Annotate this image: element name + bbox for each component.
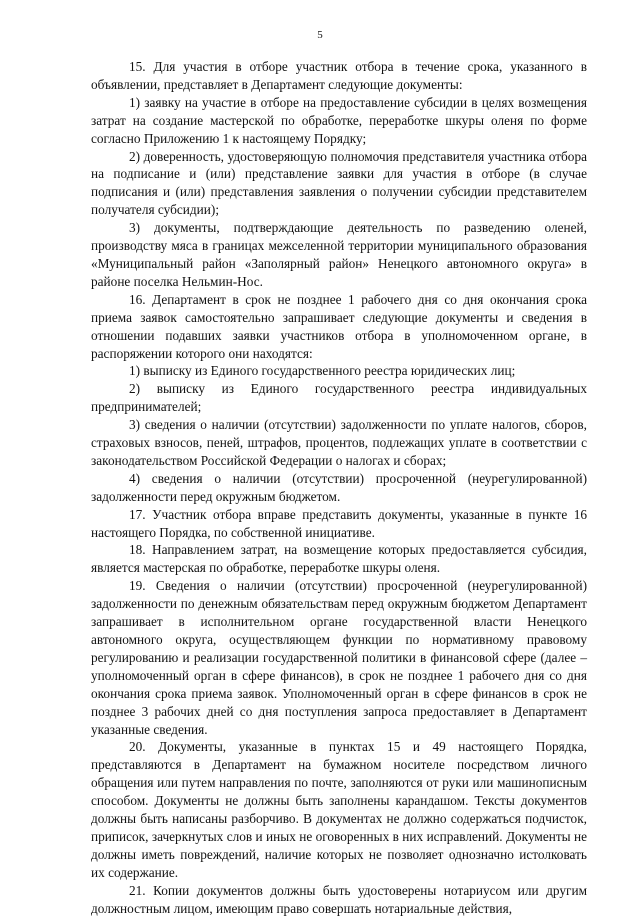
- paragraph-16-item-3: 3) сведения о наличии (отсутствии) задолженности по уплате налогов, сборов, страховых взносов, пеней, штрафов, процентов, подлежащих уплате в соответствии с законодательством Российской Федерации о налогах и сборах;: [91, 417, 587, 468]
- paragraph-16-item-1: 1) выписку из Единого государственного реестра юридических лиц;: [129, 363, 516, 379]
- paragraph-15-item-1: 1) заявку на участие в отборе на предоставление субсидии в целях возмещения затрат на создание мастерской по обработке, переработке шкуры оленя по форме согласно Приложению 1 к настоящему Порядку;: [91, 94, 587, 146]
- paragraph-15-item-3: 3) документы, подтверждающие деятельность по разведению оленей, производству мяса в границах межселенной территории муниципального образования «Муниципальный район «Заполярный район» Ненецкого автономного округа» в районе поселка Нельмин-Нос.: [91, 220, 587, 289]
- paragraph-16-item-4: 4) сведения о наличии (отсутствии) просроченной (неурегулированной) задолженности перед окружным бюджетом.: [91, 470, 587, 504]
- paragraph-21: 21. Копии документов должны быть удостоверены нотариусом или другим должностным лицом, имеющим право совершать нотариальные действия,: [91, 882, 587, 916]
- paragraph-16: 16. Департамент в срок не позднее 1 рабочего дня со дня окончания срока приема заявок самостоятельно запрашивает следующие документы и сведения в отношении подавших заявки участников отбора в уполномоченном органе, в распоряжении которого они находятся:: [91, 291, 587, 361]
- paragraph-16-item-2: 2) выписку из Единого государственного реестра индивидуальных предпринимателей;: [91, 381, 587, 415]
- document-body: [91, 58, 587, 918]
- paragraph-15: 15. Для участия в отборе участник отбора в течение срока, указанного в объявлении, представляет в Департамент следующие документы:: [91, 59, 587, 92]
- paragraph-15-item-2: 2) доверенность, удостоверяющую полномочия представителя участника отбора на подписание и (или) представление заявки для участия в отборе (в случае подписания и (или) представления заявления о получении субсидии представителем получателя субсидии);: [91, 148, 587, 218]
- paragraph-18: 18. Направлением затрат, на возмещение которых предоставляется субсидия, является мастерская по обработке, переработке шкуры оленя.: [91, 542, 587, 576]
- page-number: 5: [317, 29, 323, 41]
- paragraph-17: 17. Участник отбора вправе представить документы, указанные в пункте 16 настоящего Порядка, по собственной инициативе.: [91, 506, 587, 540]
- paragraph-19: 19. Сведения о наличии (отсутствии) просроченной (неурегулированной) задолженности по денежным обязательствам перед окружным бюджетом Департамент запрашивает в исполнительном органе государственной власти Ненецкого автономного округа, осуществляющем функции по нормативному правовому регулированию и реализации государственной политики в финансовой сфере (далее – уполномоченный орган в сфере финансов), в срок не позднее 1 рабочего дня со дня окончания срока приема заявок. Уполномоченный орган в сфере финансов в срок не позднее 3 рабочих дней со дня поступления запроса предоставляет в Департамент указанные сведения.: [91, 578, 587, 737]
- paragraph-20: 20. Документы, указанные в пунктах 15 и 49 настоящего Порядка, представляются в Департамент на бумажном носителе посредством личного обращения или путем направления по почте, заполняются от руки или машинописным способом. Документы не должны быть заполнены карандашом. Тексты документов должны быть написаны разборчиво. В документах не должно содержаться подчисток, приписок, зачеркнутых слов и иных не оговоренных в них исправлений. Документы не должны иметь повреждений, наличие которых не позволяет однозначно истолковать их содержание.: [91, 739, 587, 880]
